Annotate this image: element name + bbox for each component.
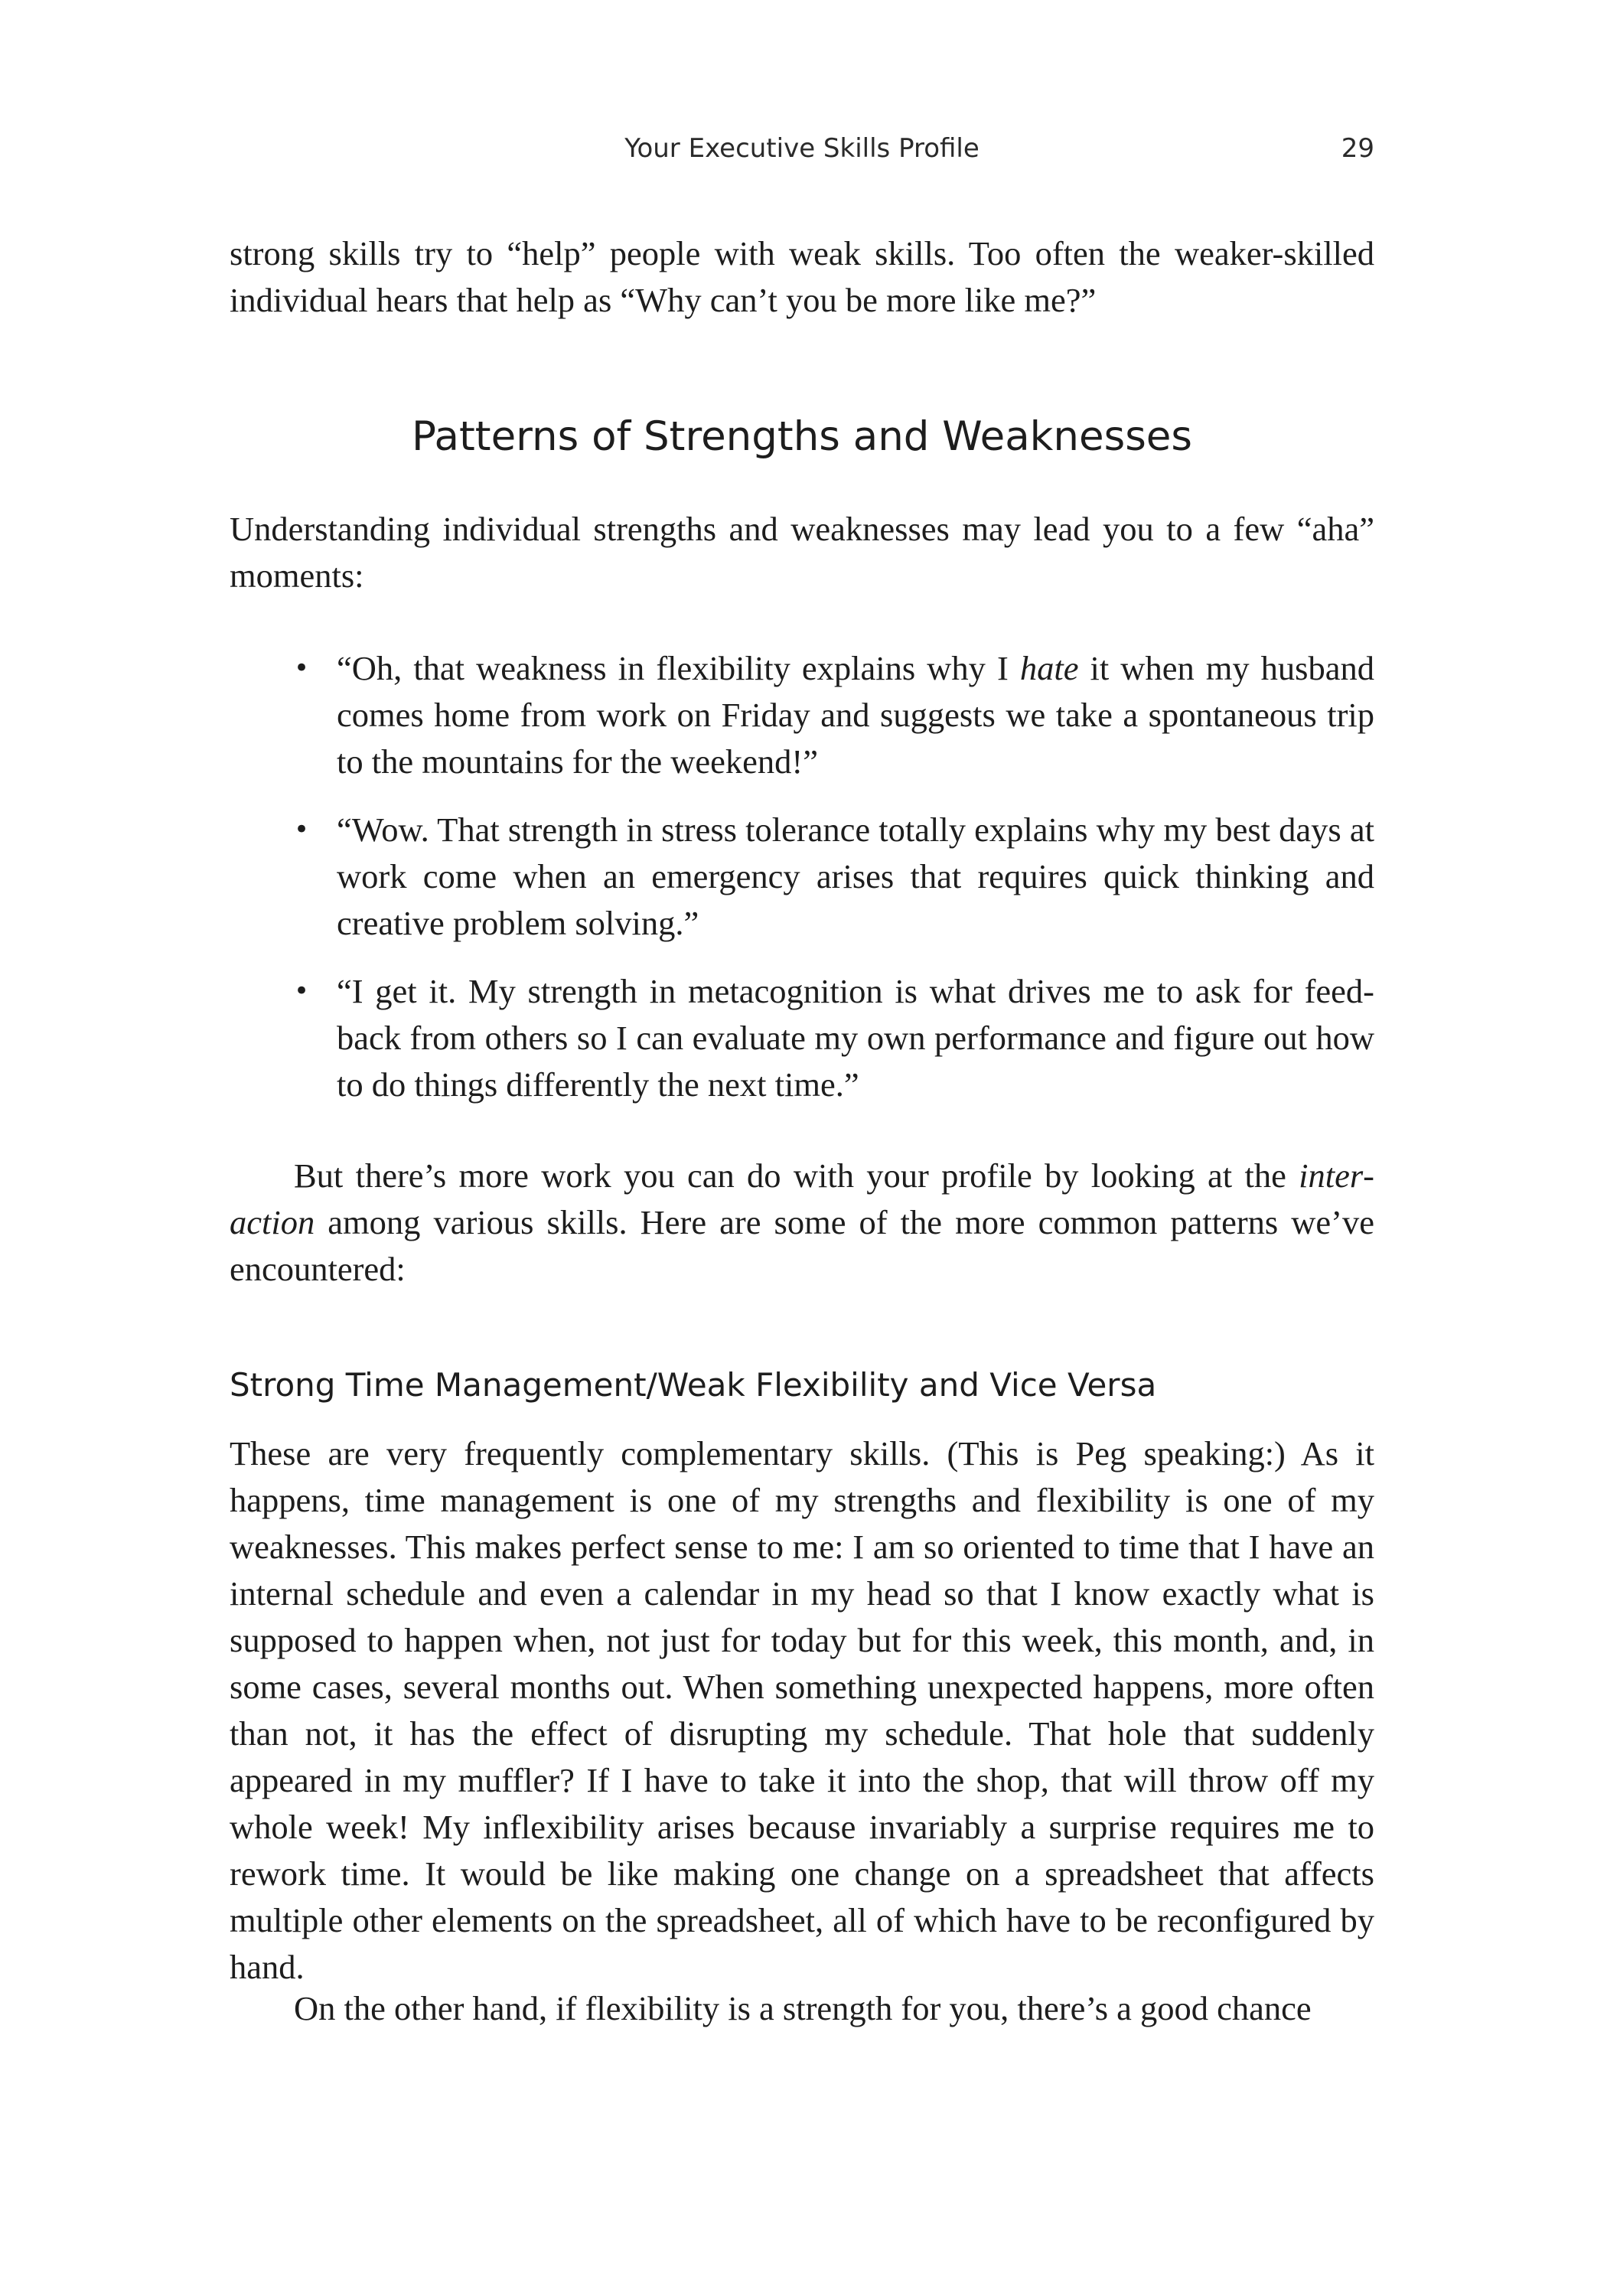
bullet-item [294,807,1374,947]
book-page [230,0,1374,2296]
section-heading: Patterns of Strengths and Weaknesses [411,413,1193,460]
intro-paragraph: strong skills try to “help” people with weak skills. Too often the weaker-skilled individual hears that help as “Why can’t you be more like me?” [230,234,1374,319]
running-head-title: Your Executive Skills Profile [624,133,980,164]
page-number: 29 [1341,133,1374,164]
bullet-icon: • [294,976,310,1006]
running-head [230,133,1374,171]
interaction-paragraph: But there’s more work you can do with your profile by looking at the interaction among various skills. Here are some of the more common patterns we’ve encountered: [230,1156,1374,1288]
final-line: On the other hand, if flexibility is a strength for you, there’s a good chance [294,1989,1312,2027]
bullet-icon: • [294,653,310,683]
bullet-text: “Wow. That strength in stress tolerance totally explains why my best days at work come when an emergency arises that requires quick thinking and creative problem solving.” [337,810,1374,942]
bullet-text: “Oh, that weakness in flexibility explains why I hate it when my husband comes home from work on Friday and suggests we take a spontaneous trip to the mountains for the weekend!” [337,649,1374,781]
aha-bullet-list [294,645,1374,1130]
subheading: Strong Time Management/Weak Flexibility and Vice Versa [230,1366,1157,1404]
interaction-emphasis: interaction [230,1156,1374,1241]
bullet-text: “I get it. My strength in metacognition is what drives me to ask for feedback from others so I can evaluate my own performance and figure out how to do things differently the next time.” [337,972,1374,1104]
bullet-emphasis: hate [1019,649,1079,687]
bullet-item [294,645,1374,785]
time-management-paragraph: These are very frequently complementary skills. (This is Peg speaking:) As it happens, time management is one of my strengths and flexibility is one of my weaknesses. This makes perfect sense to me: I am so oriented to time that I have an internal schedule and even a calendar in my head so that I know exactly what is supposed to happen when, not just for today but for this week, this month, and, in some cases, several months out. When something unexpected happens, more often than not, it has the effect of disrupting my schedule. That hole that suddenly appeared in my muffler? If I have to take it into the shop, that will throw off my whole week! My inflexibility arises because invariably a surprise requires me to rework time. It would be like making one change on a spreadsheet that affects multiple other elements on the spreadsheet, all of which have to be reconfigured by hand. [230,1434,1374,1986]
bullet-icon: • [294,814,310,845]
section-intro-paragraph: Understanding individual strengths and weaknesses may lead you to a few “aha” moments: [230,510,1374,595]
bullet-item [294,968,1374,1108]
